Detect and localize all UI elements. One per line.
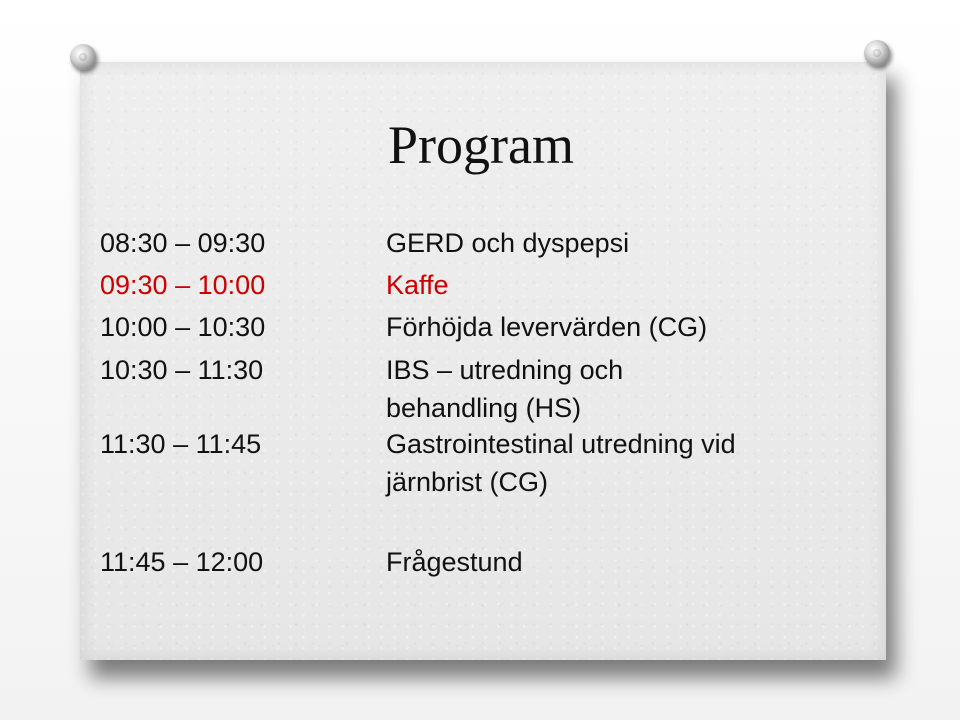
session-topic: IBS – utredning och behandling (HS) xyxy=(386,355,624,423)
pin-icon xyxy=(864,40,890,66)
time-separator: – xyxy=(175,355,191,385)
time-start: 11:30 xyxy=(100,429,166,459)
time-range xyxy=(100,266,265,304)
session-topic: Förhöjda levervärden (CG) xyxy=(386,312,708,342)
time-end: 11:45 xyxy=(195,429,262,459)
time-end: 09:30 xyxy=(197,228,266,258)
time-range xyxy=(100,224,265,262)
time-start: 08:30 xyxy=(100,228,168,258)
time-separator: – xyxy=(173,547,189,577)
time-end: 11:30 xyxy=(197,355,264,385)
time-separator: – xyxy=(175,270,191,300)
slide-title-text: Program xyxy=(388,115,574,175)
time-start: 09:30 xyxy=(100,270,168,300)
session-topic: Frågestund xyxy=(386,547,523,577)
time-range xyxy=(100,351,263,389)
pin-icon xyxy=(70,44,96,70)
time-range xyxy=(100,543,263,581)
time-start: 11:45 xyxy=(100,547,166,577)
time-end: 10:00 xyxy=(197,270,266,300)
time-separator: – xyxy=(173,429,189,459)
time-separator: – xyxy=(175,228,191,258)
time-end: 12:00 xyxy=(195,547,264,577)
time-range xyxy=(100,308,265,346)
time-end: 10:30 xyxy=(197,312,266,342)
session-topic: Gastrointestinal utredning vid järnbrist (CG) xyxy=(386,429,736,497)
time-range xyxy=(100,425,261,463)
time-separator: – xyxy=(175,312,191,342)
session-topic: GERD och dyspepsi xyxy=(386,228,630,258)
time-start: 10:00 xyxy=(100,312,168,342)
time-start: 10:30 xyxy=(100,355,168,385)
slide-title xyxy=(0,115,960,175)
session-topic: Kaffe xyxy=(386,270,449,300)
